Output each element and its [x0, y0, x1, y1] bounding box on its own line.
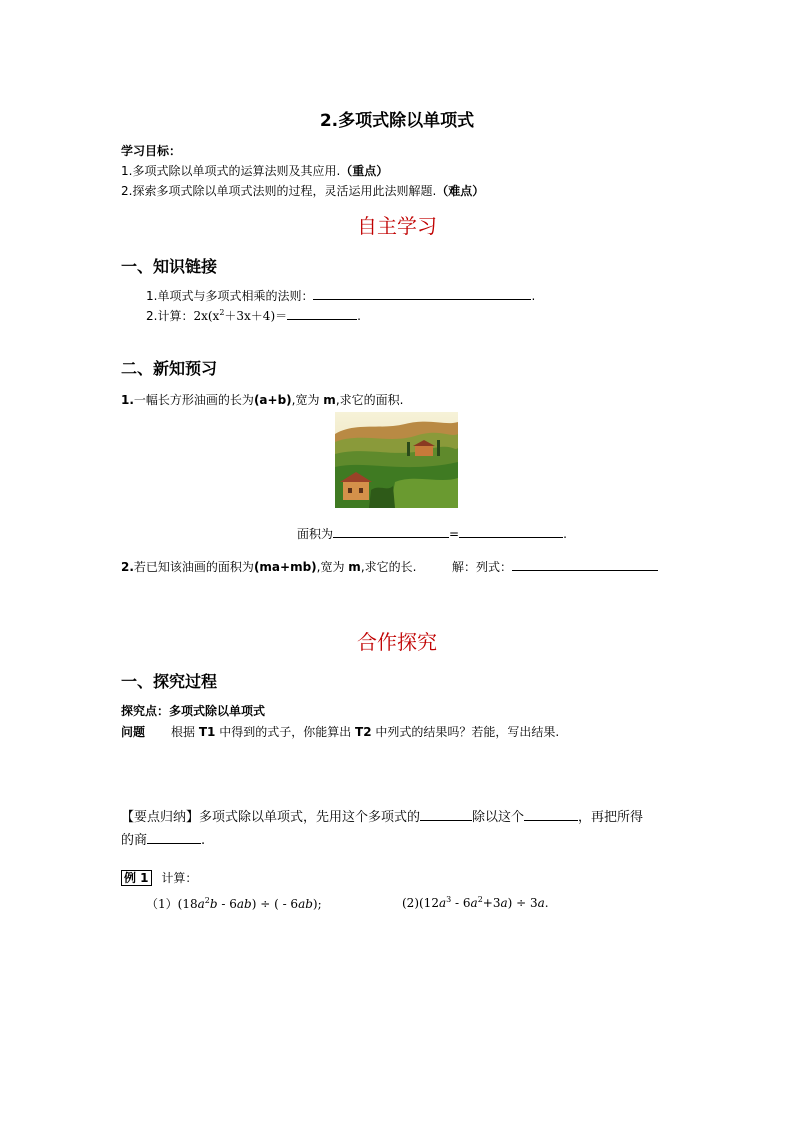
answer-blank[interactable] [147, 831, 201, 844]
solution-label: 解：列式： [452, 560, 513, 574]
objectives-heading: 学习目标： [121, 144, 182, 158]
objective-1-tag: （重点） [340, 164, 389, 178]
objective-1-text: 1.多项式除以单项式的运算法则及其应用. [121, 164, 341, 178]
question-text: 根据 [171, 725, 199, 739]
punctuation: . [201, 833, 206, 848]
knowledge-q2-label: 2.计算： [146, 309, 194, 323]
answer-blank[interactable] [524, 808, 578, 821]
answer-blank[interactable] [420, 808, 472, 821]
expression-part: 2x(x [193, 309, 220, 323]
area-label: 面积为 [297, 527, 334, 541]
knowledge-q1-label: 1.单项式与多项式相乘的法则： [146, 289, 314, 303]
math-term: T1 [198, 725, 216, 739]
summary-line-2 [121, 829, 205, 848]
exploration-heading: 一、探究过程 [121, 672, 218, 691]
objective-2-text: 2.探索多项式除以单项式法则的过程，灵活运用此法则解题. [121, 184, 437, 198]
question-text: 中列式的结果吗？若能，写出结果. [371, 725, 560, 739]
part-number: （1） [146, 897, 178, 911]
question-text: ,求它的面积. [335, 393, 404, 407]
equals-sign: = [449, 527, 460, 541]
objective-2-tag: （难点） [436, 184, 485, 198]
punctuation: . [357, 309, 361, 323]
expression [193, 309, 287, 323]
landscape-icon [335, 412, 458, 508]
answer-blank[interactable] [333, 525, 449, 538]
exploration-point: 探究点：多项式除以单项式 [121, 704, 266, 718]
example-part-2 [402, 895, 549, 910]
answer-blank[interactable] [512, 558, 658, 571]
answer-blank[interactable] [287, 307, 357, 320]
math-term: m [323, 393, 336, 407]
question-number: 2. [121, 560, 134, 574]
example-label: 例 1 [121, 870, 152, 886]
math-term: (a+b) [253, 393, 292, 407]
preview-q2 [121, 558, 416, 575]
example-line [121, 869, 197, 886]
oil-painting-image [335, 412, 458, 508]
math-term: m [348, 560, 361, 574]
knowledge-q1 [146, 287, 535, 304]
coop-heading: 合作探究 [357, 630, 437, 654]
area-line [297, 525, 567, 542]
question-text: ,求它的长. [360, 560, 417, 574]
question-number: 1. [121, 393, 134, 407]
new-knowledge-heading: 二、新知预习 [121, 359, 218, 378]
summary-tag: 【要点归纳】 [121, 810, 200, 825]
part-number: (2) [402, 896, 419, 910]
answer-blank[interactable] [459, 525, 563, 538]
math-term: (ma+mb) [253, 560, 317, 574]
expression-part: ＋3x＋4)＝ [224, 309, 288, 323]
preview-q1 [121, 391, 403, 408]
question-text: 若已知该油画的面积为 [133, 560, 254, 574]
objective-item-2 [121, 182, 484, 199]
page-title: 2.多项式除以单项式 [319, 111, 475, 131]
answer-blank[interactable] [313, 287, 531, 300]
objective-item-1 [121, 162, 388, 179]
knowledge-q2 [146, 307, 361, 324]
summary-text: 除以这个 [472, 810, 525, 825]
question-text: ,宽为 [291, 393, 324, 407]
summary-text: 的商 [121, 833, 148, 848]
self-study-heading: 自主学习 [357, 214, 437, 238]
question-line [121, 723, 559, 740]
math-expression: $(12a^3 - 6a^2+3a) \div 3a$. [419, 895, 549, 910]
knowledge-link-heading: 一、知识链接 [121, 257, 218, 276]
question-label: 问题 [121, 725, 146, 739]
example-part-1 [146, 895, 322, 912]
question-text: ,宽为 [316, 560, 349, 574]
summary-text: ，再把所得 [578, 810, 644, 825]
exponent: 2 [219, 308, 225, 317]
summary-text: 多项式除以单项式，先用这个多项式的 [199, 810, 421, 825]
punctuation: . [531, 289, 536, 303]
question-text: 中得到的式子，你能算出 [215, 725, 356, 739]
example-prompt: 计算： [161, 871, 198, 885]
question-text: 一幅长方形油画的长为 [133, 393, 254, 407]
math-term: T2 [355, 725, 372, 739]
punctuation: . [563, 527, 567, 541]
solution-line [452, 558, 658, 575]
math-expression: $(18a^2b - 6ab)$ ÷ ( - 6ab); [177, 896, 322, 911]
summary-line-1 [121, 806, 643, 825]
